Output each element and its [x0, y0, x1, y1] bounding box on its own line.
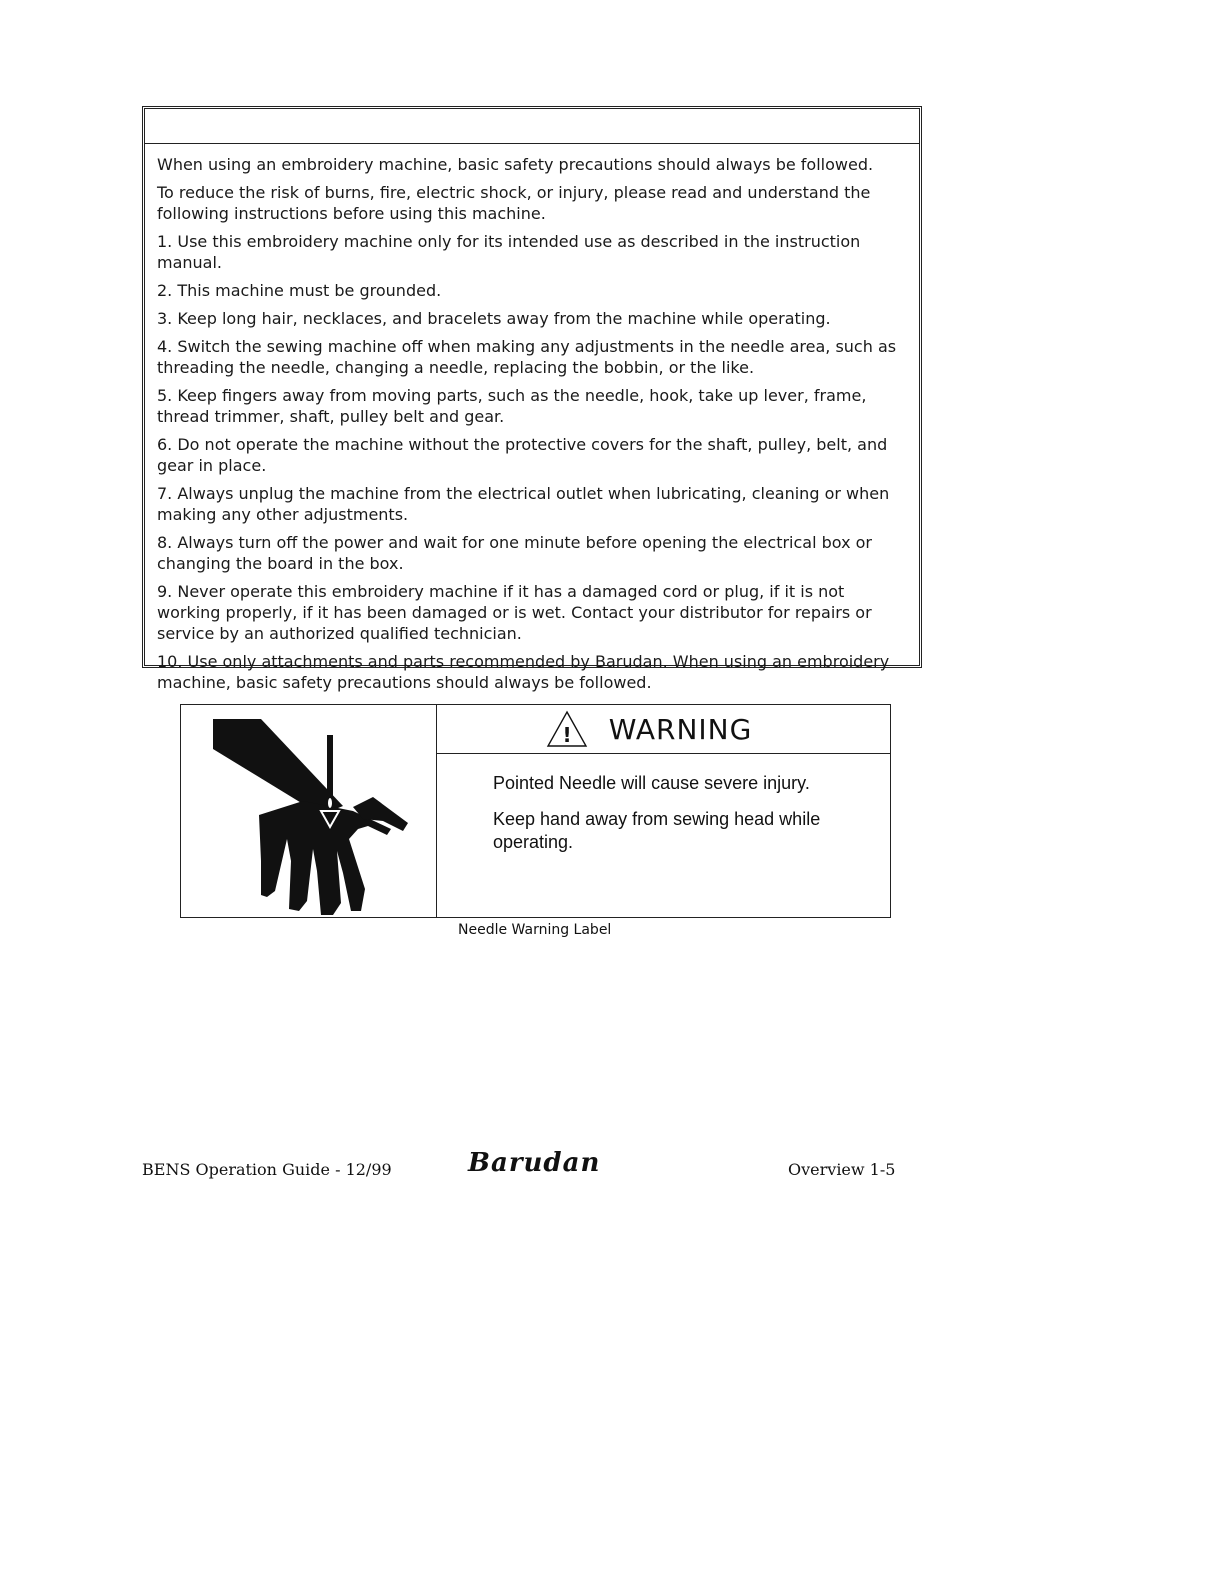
- safety-item-5: 5. Keep fingers away from moving parts, such as the needle, hook, take up lever, frame, thread trimmer, shaft, pulley belt and gear.: [157, 386, 867, 426]
- safety-box-body: [145, 144, 919, 693]
- safety-lead: To reduce the risk of burns, fire, electric shock, or injury, please read and understand the following instructions before using this machine.: [157, 183, 871, 223]
- safety-instructions-box: [142, 106, 922, 692]
- warning-symbol: !: [562, 723, 572, 747]
- warning-title: WARNING: [608, 712, 753, 746]
- safety-item-10: 10. Use only attachments and parts recommended by Barudan. When using an embroidery machine, basic safety precautions should always be followed.: [157, 652, 890, 692]
- safety-item-3: 3. Keep long hair, necklaces, and bracelets away from the machine while operating.: [157, 309, 831, 328]
- warning-line-2: Keep hand away from sewing head while operating.: [493, 809, 821, 852]
- barudan-logo: Barudan: [468, 1148, 601, 1178]
- figure-caption: Needle Warning Label: [458, 922, 612, 938]
- safety-box-header: [145, 109, 919, 144]
- needle-hand-icon: [203, 711, 413, 916]
- safety-item-2: 2. This machine must be grounded.: [157, 281, 442, 300]
- safety-item-1: 1. Use this embroidery machine only for its intended use as described in the instruction manual.: [157, 232, 861, 272]
- warning-header: [437, 705, 890, 754]
- footer-doc-title: BENS Operation Guide - 12/99: [142, 1160, 392, 1179]
- safety-item-9: 9. Never operate this embroidery machine if it has a damaged cord or plug, if it is not working properly, if it has been damaged or is wet. Contact your distributor for repairs or service by an authorized qualified technician.: [157, 582, 872, 643]
- warning-triangle-icon: [545, 709, 589, 749]
- safety-intro: When using an embroidery machine, basic safety precautions should always be followed.: [157, 155, 874, 174]
- warning-line-1: Pointed Needle will cause severe injury.: [493, 773, 810, 793]
- safety-item-7: 7. Always unplug the machine from the electrical outlet when lubricating, cleaning or when making any other adjustments.: [157, 484, 890, 524]
- safety-item-4: 4. Switch the sewing machine off when making any adjustments in the needle area, such as threading the needle, changing a needle, replacing the bobbin, or the like.: [157, 337, 897, 377]
- safety-item-8: 8. Always turn off the power and wait for one minute before opening the electrical box or changing the board in the box.: [157, 533, 872, 573]
- warning-body: [437, 754, 890, 867]
- warning-text-cell: [437, 705, 890, 917]
- pictogram-cell: [181, 705, 437, 917]
- safety-item-6: 6. Do not operate the machine without the protective covers for the shaft, pulley, belt, and gear in place.: [157, 435, 888, 475]
- needle-warning-label: [180, 704, 891, 918]
- footer-page-number: Overview 1-5: [788, 1160, 896, 1179]
